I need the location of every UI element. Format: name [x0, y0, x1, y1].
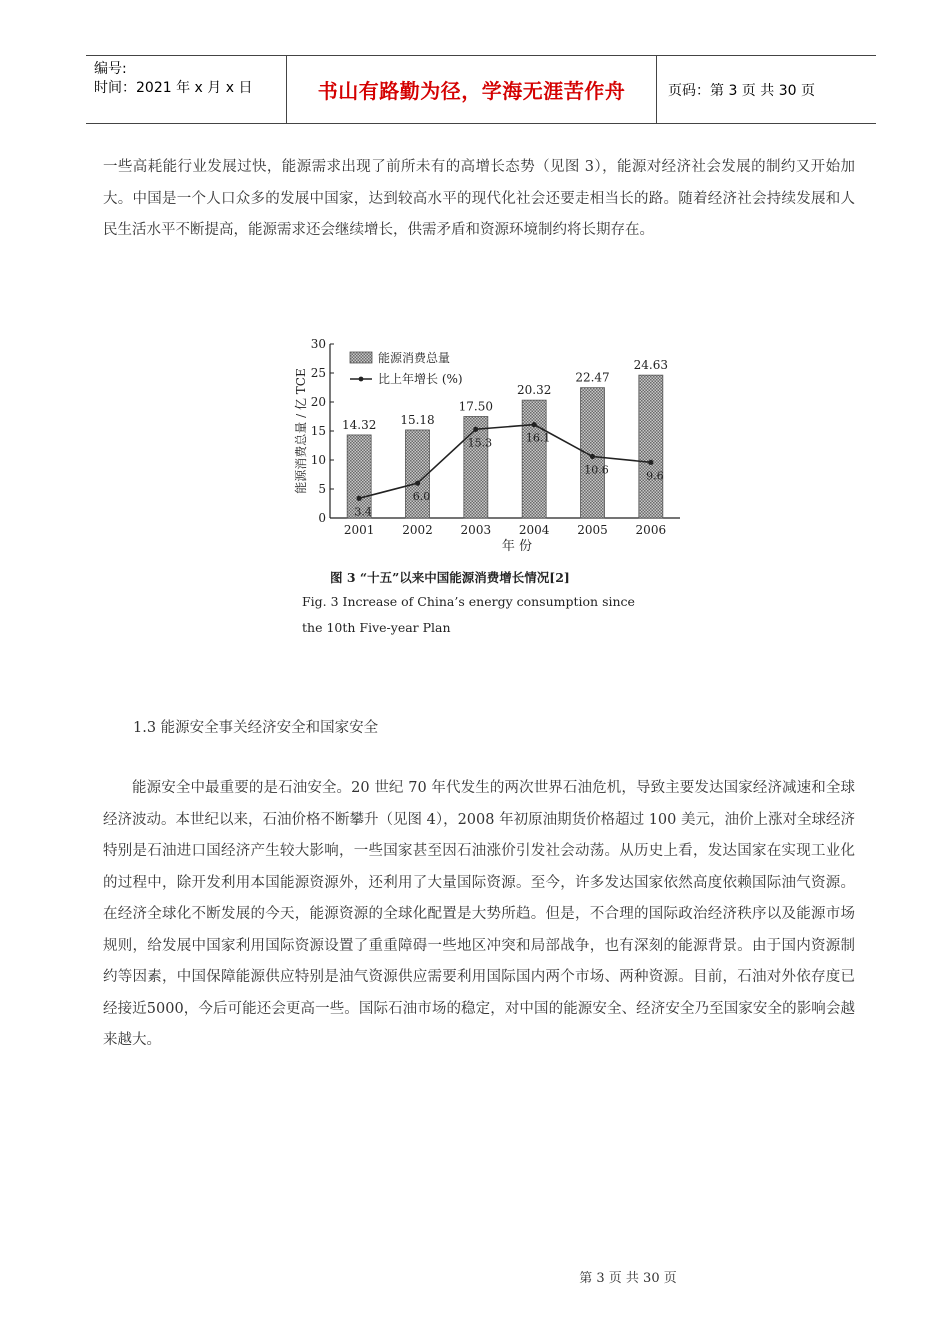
body-paragraph-1: 一些高耗能行业发展过快，能源需求出现了前所未有的高增长态势（见图 3），能源对经济社会发展的制约又开始加大。中国是一个人口众多的发展中国家，达到较高水平的现代化社会还要走相当长的路。随着经济社会持续发展和人民生活水平不断提高，能源需求还会继续增长，供需矛盾和资源环境制约将长期存在。: [103, 159, 855, 238]
legend-bar-label: 能源消费总量: [378, 351, 451, 365]
y-tick-label: 5: [318, 482, 326, 496]
figure-caption-cn: 图 3 “十五”以来中国能源消费增长情况[2]: [330, 570, 570, 585]
bar-2006: [639, 375, 663, 518]
time-label: 时间：2021 年 x 月 x 日: [94, 80, 253, 96]
y-tick-label: 0: [318, 511, 326, 525]
section-heading: 1.3 能源安全事关经济安全和国家安全: [133, 720, 379, 736]
x-axis-label: 年 份: [501, 539, 533, 554]
legend-line-marker: [359, 377, 364, 382]
code-label: 编号:: [94, 61, 127, 77]
growth-point-2001: [357, 496, 362, 501]
bar-value-label: 14.32: [341, 417, 377, 432]
growth-point-2005: [590, 454, 595, 459]
header-motto: 书山有路勤为径，学海无涯苦作舟: [317, 79, 626, 103]
bar-value-label: 15.18: [400, 412, 435, 427]
y-tick-label: 20: [310, 395, 326, 409]
growth-point-2004: [532, 422, 537, 427]
bar-value-label: 22.47: [575, 370, 610, 385]
growth-value-label: 15.3: [467, 436, 493, 450]
growth-point-2006: [648, 460, 653, 465]
x-tick-label: 2002: [402, 523, 433, 537]
header-page-info: 页码：第 3 页 共 30 页: [668, 82, 815, 99]
y-tick-label: 15: [310, 424, 326, 438]
figure-caption-en-line1: Fig. 3 Increase of China’s energy consumption since: [302, 594, 635, 609]
y-tick-label: 25: [310, 366, 326, 380]
growth-line: [359, 425, 651, 499]
growth-point-2002: [415, 481, 420, 486]
x-tick-label: 2005: [577, 523, 608, 537]
growth-value-label: 9.6: [646, 469, 664, 483]
header-divider: [656, 56, 657, 123]
growth-value-label: 10.6: [584, 463, 609, 477]
growth-value-label: 3.4: [354, 505, 372, 519]
bar-2002: [406, 430, 430, 518]
body-paragraph-2: 能源安全中最重要的是石油安全。20 世纪 70 年代发生的两次世界石油危机，导致主要发达国家经济减速和全球经济波动。本世纪以来，石油价格不断攀升（见图 4），2008 年初原油期货价格超过 100 美元，油价上涨对全球经济特别是石油进口国经济产生较大影响，一些国家甚至因石油涨价引发社会动荡。从历史上看，发达国家在实现工业化的过程中，除开发利用本国能源资源外，还利用了大量国际资源。至今，许多发达国家依然高度依赖国际油气资源。在经济全球化不断发展的今天，能源资源的全球化配置是大势所趋。但是，不合理的国际政治经济秩序以及能源市场规则，给发展中国家利用国际资源设置了重重障碍一些地区冲突和局部战争，也有深刻的能源背景。由于国内资源制约等因素，中国保障能源供应特别是油气资源供应需要利用国际国内两个市场、两种资源。目前，石油对外依存度已经接近5000，今后可能还会更高一些。国际石油市场的稳定，对中国的能源安全、经济安全乃至国家安全的影响会越来越大。: [103, 780, 855, 1048]
x-tick-label: 2001: [343, 523, 375, 537]
x-tick-label: 2006: [635, 523, 667, 537]
energy-consumption-chart: [284, 334, 684, 644]
y-tick-label: 30: [310, 337, 326, 351]
footer-page-number: 第 3 页 共 30 页: [579, 1271, 677, 1286]
legend-line-label: 比上年增长 (%): [378, 372, 463, 386]
x-tick-label: 2004: [518, 523, 550, 537]
header-meta: [94, 60, 284, 98]
bar-2004: [522, 400, 546, 518]
figure-3: [284, 334, 684, 644]
bar-value-label: 17.50: [458, 399, 494, 414]
legend-bar-swatch: [350, 352, 372, 363]
bar-value-label: 24.63: [633, 358, 669, 373]
bar-value-label: 20.32: [516, 383, 552, 398]
y-tick-label: 10: [310, 453, 326, 467]
growth-point-2003: [473, 427, 478, 432]
page-footer: [0, 1267, 950, 1286]
growth-value-label: 6.0: [412, 490, 431, 504]
figure-caption-en-line2: the 10th Five-year Plan: [302, 620, 451, 635]
x-tick-label: 2003: [460, 523, 492, 537]
growth-value-label: 16.1: [525, 431, 551, 445]
page-header: [86, 55, 876, 124]
y-axis-label: 能源消费总量 / 亿 TCE: [294, 368, 308, 494]
